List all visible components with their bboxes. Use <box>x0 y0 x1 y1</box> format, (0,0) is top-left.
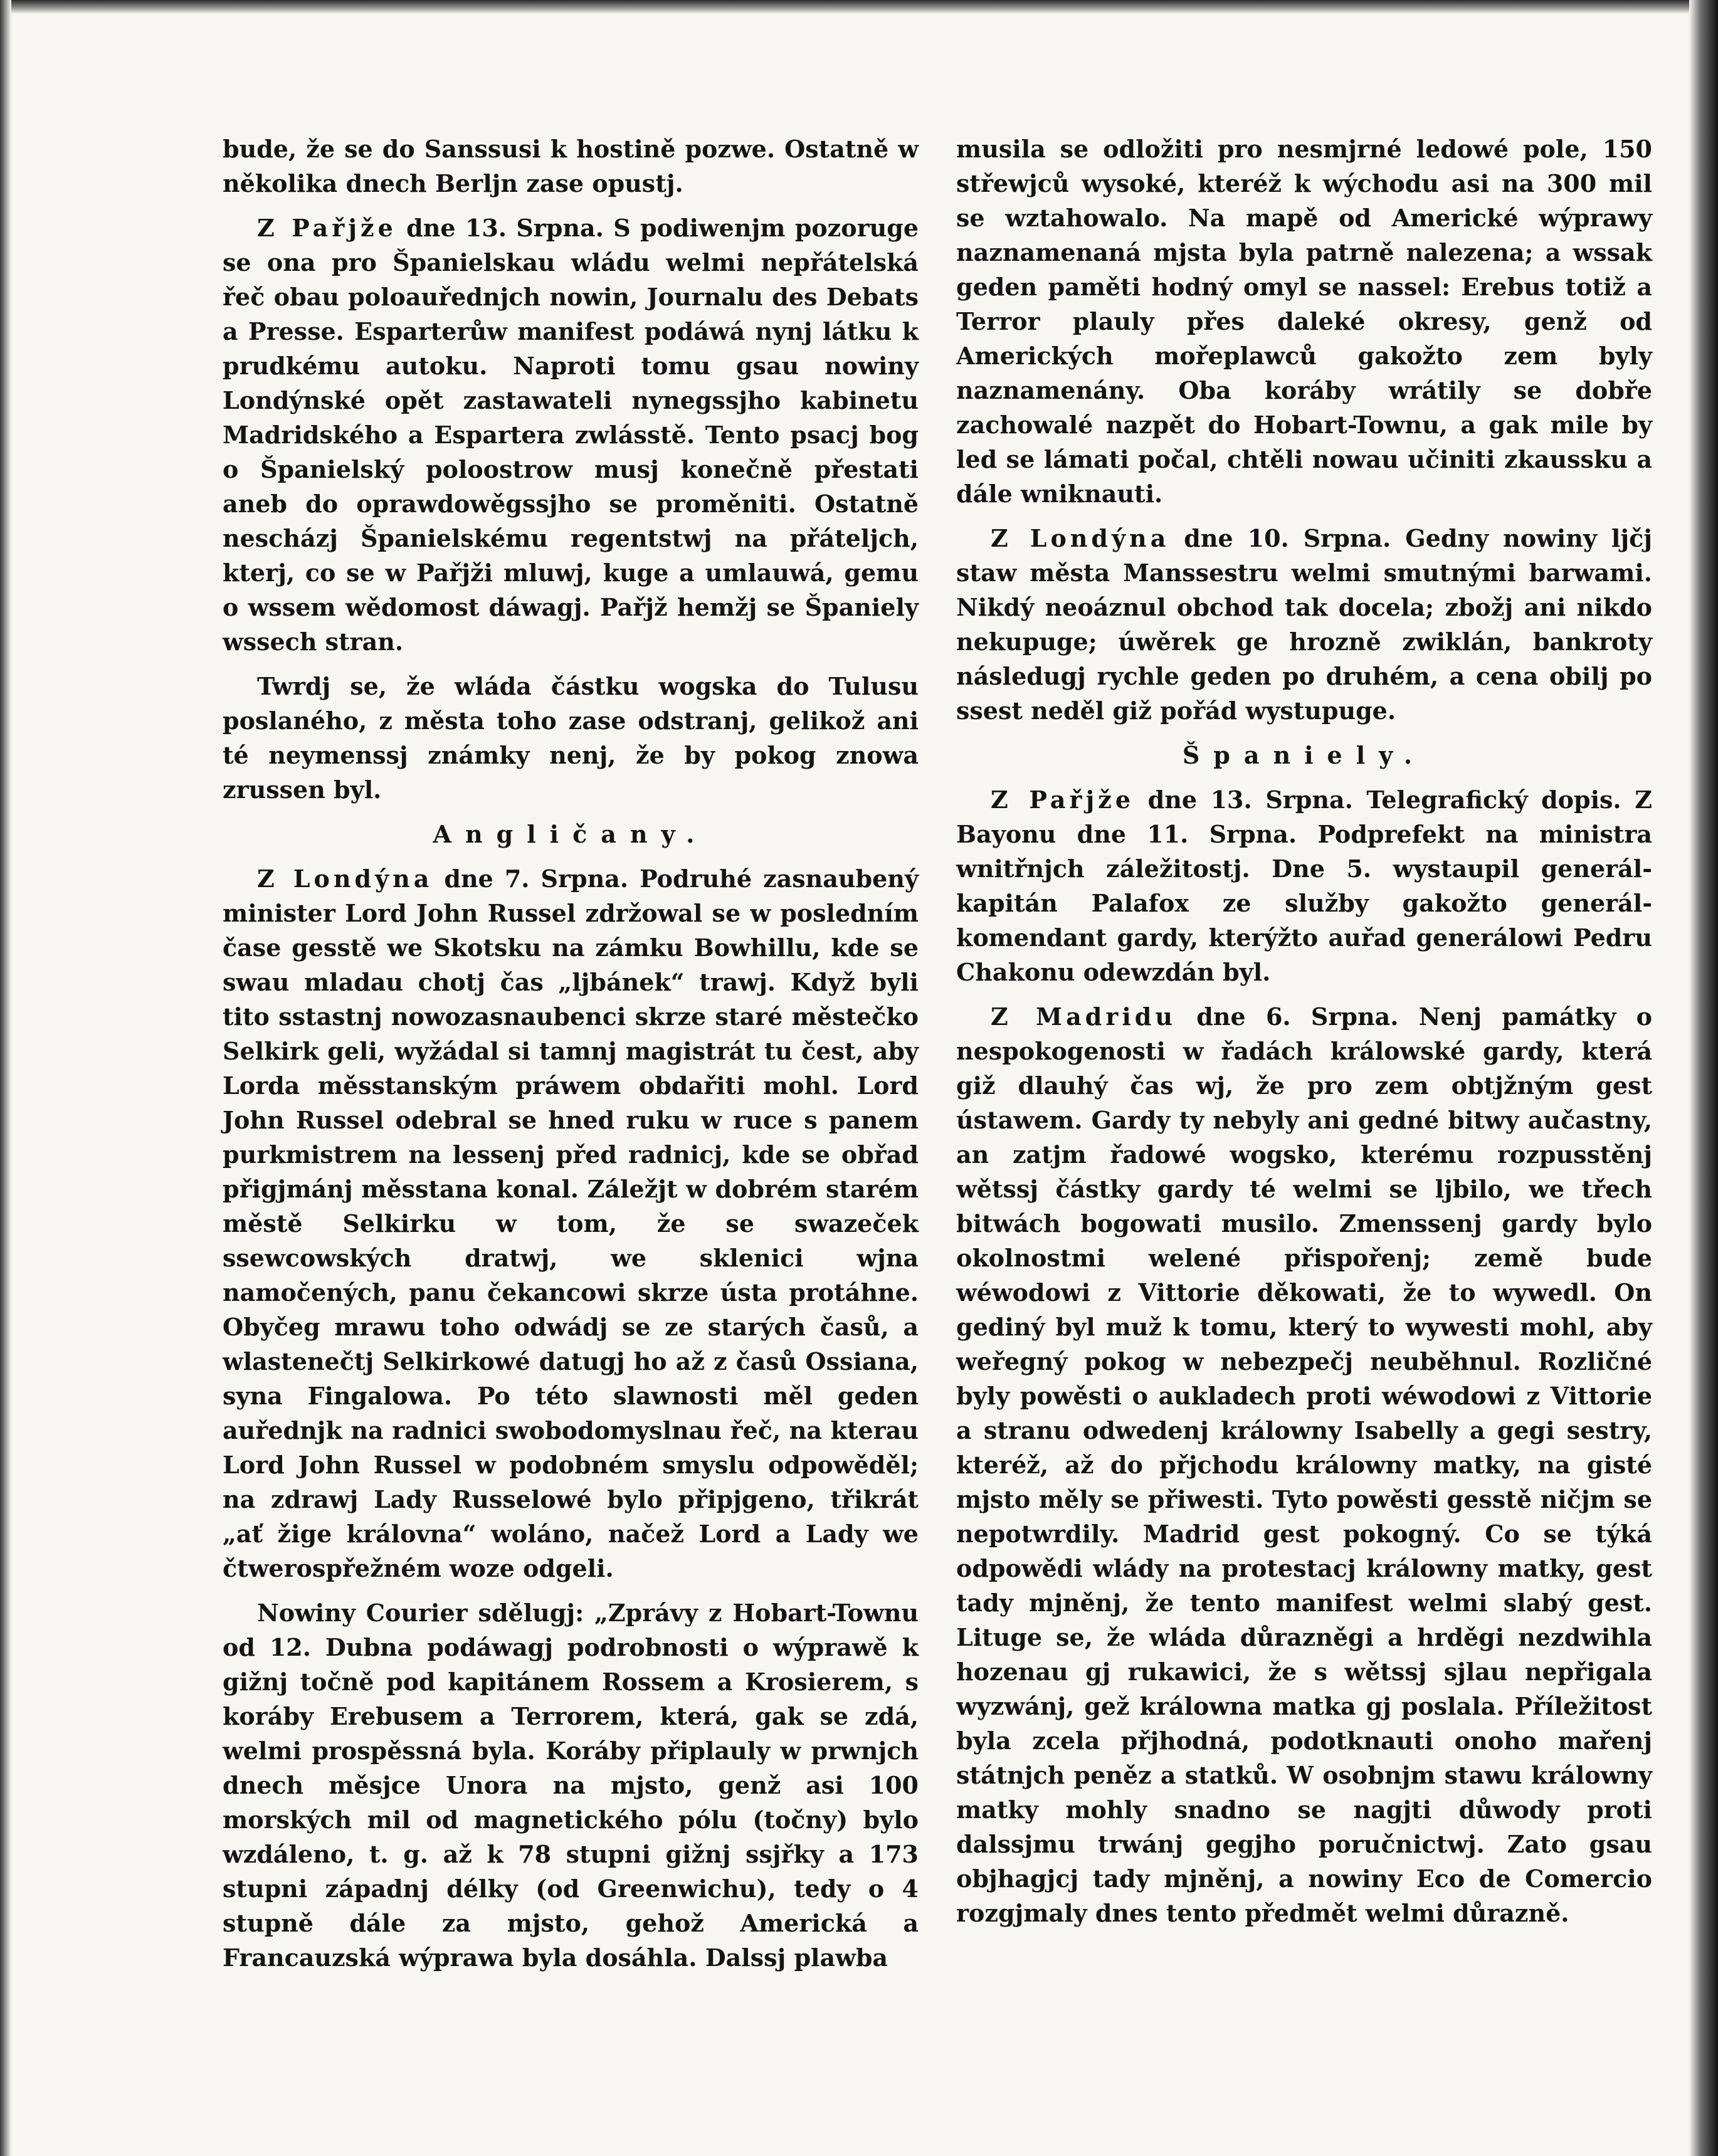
paragraph-text: dne 6. Srpna. Nenj památky o nespokogenosti w řadách králowské gardy, která giž dlauhý čas wj, že pro zem obtjžným gest ústawem. Gardy ty nebyly ani gedné bitwy aučastny, an zatjm řadowé wogsko, kterému rozpusstěnj wětssj částky gardy té welmi se ljbilo, we třech bitwách bogowati musilo. Zmenssenj gardy bylo okolnostmi welené přispořenj; země bude wéwodowi z Vittorie děkowati, že to wywedl. On gediný byl muž k tomu, který to wywesti mohl, aby weřegný pokog w nebezpečj neuběhnul. Rozličné byly powěsti o aukladech proti wéwodowi z Vittorie a stranu odwedenj králowny Isabelly a gegi sestry, kteréž, až do přjchodu králowny matky, na gisté mjsto měly se přiwesti. Tyto powěsti gesstě ničjm se nepotwrdily. Madrid gest pokogný. Co se týká odpowědi wlády na protestacj králowny matky, gest tady mjněnj, že tento manifest welmi slabý gest. Lituge se, že wláda důrazněgi a hrděgi nezdwihla hozenau gj rukawici, že s wětssj sjlau nepřigala wyzwánj, gež králowna matka gj poslala. Příležitost byla zcela přjhodná, podotknauti onoho mařenj státnjch peněz a statků. W osobnjm stawu králowny matky mohly snadno se nagjti důwody proti dalssjmu trwánj gegjho poručnictwj. Zato gsau objhagjcj tady mjněnj, a nowiny Eco de Comercio rozgjmaly dnes tento předmět welmi důrazně. <box>956 1002 1652 1927</box>
paragraph-text: musila se odložiti pro nesmjrné ledowé pole, 150 střewjců wysoké, kteréž k wýchodu asi na 300 mil se wztahowalo. Na mapě od Americké wýprawy naznamenaná mjsta byla patrně nalezena; a wssak geden paměti hodný omyl se nassel: Erebus totiž a Terror plauly přes daleké okresy, genž od Amerických mořeplawců gakožto zem byly naznamenány. Oba koráby wrátily se dobře zachowalé nazpět do Hobart-Townu, a gak mile by led se lámati počal, chtěli nowau učiniti zkaussku a dále wniknauti. <box>956 135 1652 508</box>
scan-left-edge <box>0 0 11 2156</box>
article-paragraph <box>223 669 919 807</box>
dateline-place: Z Londýna <box>991 524 1170 552</box>
paragraph-text: dne 13. Srpna. Telegrafický dopis. Z Bayonu dne 11. Srpna. Podprefekt na ministra wnitřnjch záležitostj. Dne 5. wystaupil generál-kapitán Palafox ze služby gakožto generál-komendant gardy, kterýžto auřad generálowi Pedru Chakonu odewzdán byl. <box>956 786 1652 986</box>
scan-right-edge <box>1689 0 1718 2156</box>
right-text-column <box>956 132 1652 1940</box>
paragraph-text: Twrdj se, že wláda částku wogska do Tulusu poslaného, z města toho zase odstranj, gelikož ani té neymenssj známky nenj, že by pokog znowa zrussen byl. <box>223 672 919 804</box>
paragraph-text: dne 7. Srpna. Podruhé zasnaubený minister Lord John Russel zdržowal se w posledním čase gesstě we Skotsku na zámku Bowhillu, kde se swau mladau chotj čas „ljbánek“ trawj. Když byli tito sstastnj nowozasnaubenci skrze staré městečko Selkirk geli, wyžádal si tamnj magistrát tu čest, aby Lorda měsstanským práwem obdařiti mohl. Lord John Russel odebral se hned ruku w ruce s panem purkmistrem na lessenj před radnicj, kde se obřad přigjmánj měsstana konal. Záležjt w dobrém starém městě Selkirku w tom, že se swazeček ssewcowských dratwj, we sklenici wjna namočených, panu čekancowi skrze ústa protáhne. Obyčeg mrawu toho odwádj se ze starých časů, a wlastenečtj Selkirkowé datugj ho až z časů Ossiana, syna Fingalowa. Po této slawnosti měl geden auřednjk na radnici swobodomyslnau řeč, na kterau Lord John Russel w podobném smyslu odpowěděl; na zdrawj Lady Russelowé bylo připjgeno, třikrát „ať žige královna“ woláno, načež Lord a Lady we čtwerospřežném woze odgeli. <box>223 865 919 1582</box>
dateline-place: Z Londýna <box>257 865 433 893</box>
article-paragraph <box>223 1596 919 1975</box>
dateline-place: Z Madridu <box>991 1002 1176 1031</box>
article-paragraph <box>956 521 1652 728</box>
paragraph-text: bude, že se do Sanssusi k hostině pozwe. Ostatně w několika dnech Berljn zase opustj. <box>223 135 919 197</box>
scan-top-edge <box>0 0 1718 14</box>
article-paragraph <box>956 999 1652 1930</box>
article-paragraph <box>956 782 1652 989</box>
article-paragraph <box>956 132 1652 511</box>
paragraph-text: dne 13. Srpna. S podiwenjm pozoruge se ona pro Španielskau wládu welmi nepřátelská řeč obau poloauřednjch nowin, Journalu des Debats a Presse. Esparterůw manifest podáwá nynj látku k prudkému autoku. Naproti tomu gsau nowiny Londýnské opět zastawateli nynegssjho kabinetu Madridského a Espartera zwlásstě. Tento psacj bog o Španielský poloostrow musj konečně přestati aneb do oprawdowěgssjho se proměniti. Ostatně nescházj Španielskému regentstwj na přáteljch, kterj, co se w Pařjži mluwj, kuge a umlauwá, gemu o wssem wědomost dáwagj. Pařjž hemžj se Španiely wssech stran. <box>223 214 919 656</box>
article-paragraph <box>223 211 919 659</box>
dateline-place: Z Pařjže <box>257 214 397 242</box>
article-paragraph <box>223 132 919 201</box>
dateline-place: Z Pařjže <box>991 786 1135 814</box>
left-text-column <box>223 132 919 1985</box>
paragraph-text: dne 10. Srpna. Gedny nowiny ljčj staw města Manssestru welmi smutnými barwami. Nikdý neoáznul obchod tak docela; zbožj ani nikdo nekupuge; úwěrek ge hrozně zwiklán, bankroty následugj rychle geden po druhém, a cena obilj po ssest neděl giž pořád wystupuge. <box>956 524 1652 725</box>
paragraph-text: Nowiny Courier sdělugj: „Zprávy z Hobart-Townu od 12. Dubna podáwagj podrobnosti o wýprawě k gižnj točně pod kapitánem Rossem a Krosierem, s koráby Erebusem a Terrorem, která, gak se zdá, welmi prospěssná byla. Koráby připlauly w prwnjch dnech měsjce Unora na mjsto, genž asi 100 morských mil od magnetického pólu (točny) bylo wzdáleno, t. g. až k 78 stupni gižnj ssjřky a 173 stupni západnj délky (od Greenwichu), tedy o 4 stupně dále za mjsto, gehož Americká a Francauzská wýprawa byla dosáhla. Dalssj plawba <box>223 1599 919 1972</box>
section-heading: Španiely. <box>1182 741 1426 769</box>
article-paragraph <box>223 861 919 1585</box>
section-heading: Angličany. <box>433 820 709 848</box>
